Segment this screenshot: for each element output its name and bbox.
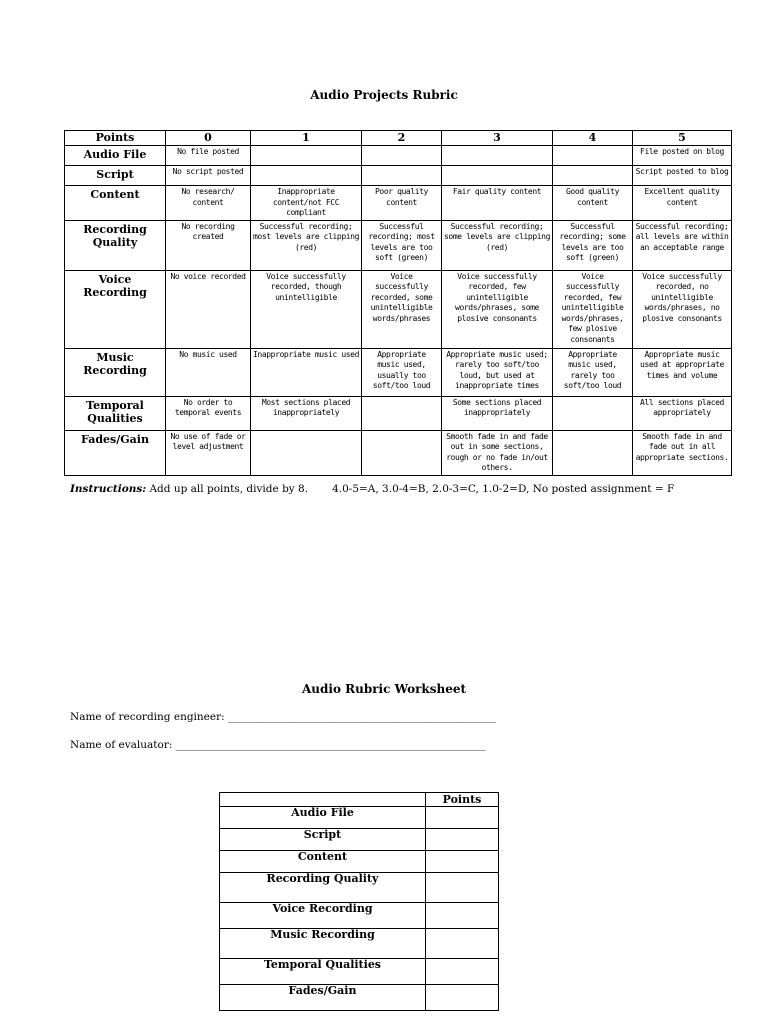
- criterion-label: Voice Recording: [65, 270, 166, 348]
- rubric-cell: No file posted: [166, 146, 251, 166]
- criterion-label: Content: [65, 186, 166, 221]
- criterion-label: Music Recording: [65, 348, 166, 396]
- rubric-cell: Voice successfully recorded, no unintelligible words/phrases, no plosive consonants: [633, 270, 732, 348]
- rubric-row: [65, 396, 732, 430]
- rubric-cell: [251, 430, 362, 475]
- rubric-cell: Inappropriate music used: [251, 348, 362, 396]
- rubric-row: [65, 348, 732, 396]
- rubric-cell: [251, 166, 362, 186]
- worksheet-criterion: Voice Recording: [220, 903, 426, 929]
- criterion-label: Script: [65, 166, 166, 186]
- rubric-cell: Successful recording; some levels are clipping (red): [442, 220, 553, 270]
- rubric-cell: Some sections placed inappropriately: [442, 396, 553, 430]
- worksheet-criterion: Music Recording: [220, 929, 426, 959]
- worksheet-points-cell[interactable]: [426, 829, 499, 851]
- worksheet-row: [220, 851, 499, 873]
- score-5-header: 5: [633, 131, 732, 146]
- rubric-cell: Smooth fade in and fade out in all appropriate sections.: [633, 430, 732, 475]
- rubric-cell: Good quality content: [553, 186, 633, 221]
- criterion-label: Fades/Gain: [65, 430, 166, 475]
- criterion-label: Temporal Qualities: [65, 396, 166, 430]
- worksheet-points-cell[interactable]: [426, 903, 499, 929]
- rubric-cell: Voice successfully recorded, few unintelligible words/phrases, few plosive consonants: [553, 270, 633, 348]
- rubric-cell: [362, 396, 442, 430]
- rubric-cell: Appropriate music used; rarely too soft/too loud, but used at inappropriate times: [442, 348, 553, 396]
- worksheet-points-cell[interactable]: [426, 873, 499, 903]
- rubric-cell: [362, 166, 442, 186]
- worksheet-blank-header: [220, 793, 426, 807]
- worksheet-points-header: Points: [426, 793, 499, 807]
- rubric-cell: [553, 166, 633, 186]
- rubric-header-row: [65, 131, 732, 146]
- rubric-cell: [251, 146, 362, 166]
- rubric-row: [65, 270, 732, 348]
- rubric-row: [65, 146, 732, 166]
- rubric-cell: No research/ content: [166, 186, 251, 221]
- rubric-cell: No music used: [166, 348, 251, 396]
- rubric-cell: Successful recording; all levels are within an acceptable range: [633, 220, 732, 270]
- worksheet-title: Audio Rubric Worksheet: [301, 682, 467, 696]
- score-1-header: 1: [251, 131, 362, 146]
- rubric-cell: No use of fade or level adjustment: [166, 430, 251, 475]
- rubric-cell: Excellent quality content: [633, 186, 732, 221]
- rubric-cell: Smooth fade in and fade out in some sections, rough or no fade in/out others.: [442, 430, 553, 475]
- score-3-header: 3: [442, 131, 553, 146]
- instructions-text: Add up all points, divide by 8.: [146, 483, 309, 495]
- worksheet-row: [220, 829, 499, 851]
- rubric-cell: [442, 166, 553, 186]
- rubric-cell: Voice successfully recorded, some unintelligible words/phrases: [362, 270, 442, 348]
- instructions-label: Instructions:: [70, 483, 147, 495]
- rubric-row: [65, 430, 732, 475]
- worksheet-criterion: Recording Quality: [220, 873, 426, 903]
- rubric-cell: Appropriate music used at appropriate times and volume: [633, 348, 732, 396]
- worksheet-points-cell[interactable]: [426, 929, 499, 959]
- rubric-cell: Appropriate music used, usually too soft/too loud: [362, 348, 442, 396]
- rubric-cell: Successful recording; most levels are too soft (green): [362, 220, 442, 270]
- rubric-cell: No script posted: [166, 166, 251, 186]
- rubric-cell: [553, 430, 633, 475]
- worksheet-points-cell[interactable]: [426, 959, 499, 985]
- rubric-cell: No order to temporal events: [166, 396, 251, 430]
- rubric-cell: All sections placed appropriately: [633, 396, 732, 430]
- worksheet-criterion: Content: [220, 851, 426, 873]
- worksheet-criterion: Fades/Gain: [220, 985, 426, 1011]
- instructions: [70, 483, 674, 495]
- worksheet-points-cell[interactable]: [426, 985, 499, 1011]
- rubric-cell: No voice recorded: [166, 270, 251, 348]
- worksheet-row: [220, 929, 499, 959]
- rubric-cell: Successful recording; most levels are clipping (red): [251, 220, 362, 270]
- score-2-header: 2: [362, 131, 442, 146]
- rubric-cell: Voice successfully recorded, few unintelligible words/phrases, some plosive consonants: [442, 270, 553, 348]
- grade-scale: 4.0-5=A, 3.0-4=B, 2.0-3=C, 1.0-2=D, No posted assignment = F: [332, 483, 675, 495]
- rubric-cell: No recording created: [166, 220, 251, 270]
- worksheet-criterion: Audio File: [220, 807, 426, 829]
- rubric-row: [65, 186, 732, 221]
- rubric-cell: Poor quality content: [362, 186, 442, 221]
- rubric-cell: [362, 146, 442, 166]
- worksheet-criterion: Script: [220, 829, 426, 851]
- rubric-cell: Script posted to blog: [633, 166, 732, 186]
- rubric-title: Audio Projects Rubric: [310, 88, 458, 102]
- rubric-row: [65, 220, 732, 270]
- worksheet-row: [220, 807, 499, 829]
- worksheet-row: [220, 873, 499, 903]
- rubric-row: [65, 166, 732, 186]
- criterion-label: Audio File: [65, 146, 166, 166]
- score-4-header: 4: [553, 131, 633, 146]
- rubric-cell: Voice successfully recorded, though unintelligible: [251, 270, 362, 348]
- evaluator-name-line[interactable]: Name of evaluator: ___________________________________________________________: [70, 739, 486, 751]
- rubric-cell: File posted on blog: [633, 146, 732, 166]
- worksheet-points-cell[interactable]: [426, 851, 499, 873]
- worksheet-criterion: Temporal Qualities: [220, 959, 426, 985]
- rubric-cell: Inappropriate content/not FCC compliant: [251, 186, 362, 221]
- criterion-label: Recording Quality: [65, 220, 166, 270]
- worksheet-table: [219, 792, 499, 1011]
- rubric-table: [64, 130, 732, 476]
- worksheet-row: [220, 903, 499, 929]
- rubric-cell: [553, 396, 633, 430]
- rubric-cell: Most sections placed inappropriately: [251, 396, 362, 430]
- rubric-cell: [362, 430, 442, 475]
- engineer-name-line[interactable]: Name of recording engineer: ___________________________________________________: [70, 711, 496, 723]
- worksheet-row: [220, 959, 499, 985]
- rubric-cell: Successful recording; some levels are too soft (green): [553, 220, 633, 270]
- worksheet-header-row: [220, 793, 499, 807]
- rubric-cell: [442, 146, 553, 166]
- rubric-cell: [553, 146, 633, 166]
- worksheet-row: [220, 985, 499, 1011]
- points-header: Points: [65, 131, 166, 146]
- rubric-cell: Appropriate music used, rarely too soft/too loud: [553, 348, 633, 396]
- worksheet-points-cell[interactable]: [426, 807, 499, 829]
- score-0-header: 0: [166, 131, 251, 146]
- rubric-cell: Fair quality content: [442, 186, 553, 221]
